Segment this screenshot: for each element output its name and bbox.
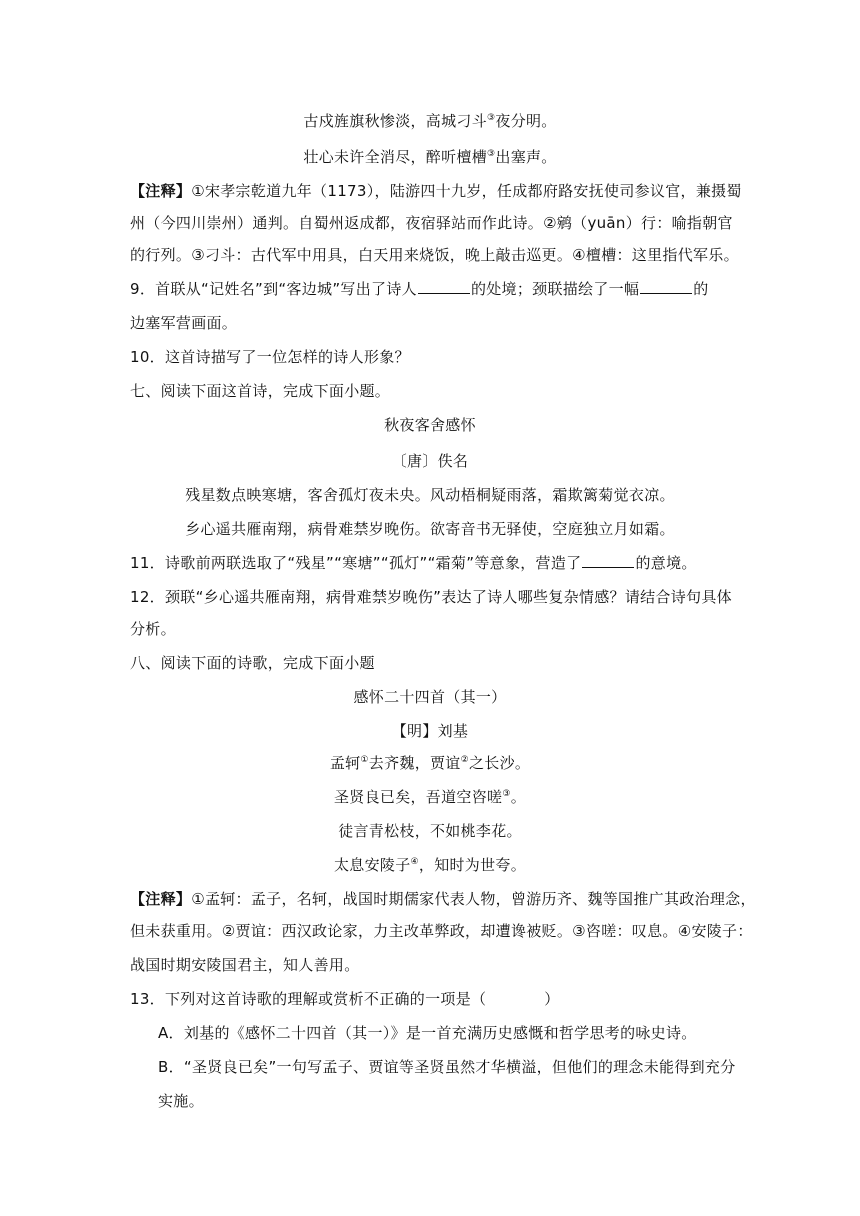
- question-12-cont: 分析。: [130, 620, 176, 638]
- poem-line: 乡心遥共雁南翔，病骨难禁岁晚伤。欲寄音书无驿使，空庭独立月如霜。: [185, 520, 675, 538]
- section-heading: 七、阅读下面这首诗，完成下面小题。: [130, 382, 391, 400]
- poem-line: 圣贤良已矣，吾道空咨嗟③。: [334, 788, 526, 806]
- answer-blank[interactable]: [640, 279, 692, 294]
- option-b[interactable]: B．“圣贤良已矣”一句写孟子、贾谊等圣贤虽然才华横溢，但他们的理念未能得到充分: [158, 1058, 736, 1076]
- section-heading: 八、阅读下面的诗歌，完成下面小题: [130, 654, 375, 672]
- option-a[interactable]: A．刘基的《感怀二十四首（其一）》是一首充满历史感慨和哲学思考的咏史诗。: [158, 1024, 697, 1042]
- question-10: 10．这首诗描写了一位怎样的诗人形象？: [130, 348, 410, 366]
- annotation-line: 州（今四川崇州）通判。自蜀州返成都，夜宿驿站而作此诗。②鹓（yuān）行：喻指朝官: [130, 214, 733, 232]
- poem-line: 太息安陵子④，知时为世夸。: [334, 856, 526, 874]
- poem-author: 〔唐〕佚名: [391, 452, 469, 470]
- poem-title: 秋夜客舍感怀: [384, 416, 476, 434]
- option-b-cont: 实施。: [158, 1092, 204, 1110]
- annotation: 【注释】①宋孝宗乾道九年（1173），陆游四十九岁，任成都府路安抚使司参议官，兼摄蜀: [130, 182, 742, 200]
- poem-title: 感怀二十四首（其一）: [353, 688, 507, 706]
- question-13: 13．下列对这首诗歌的理解或赏析不正确的一项是（ ）: [130, 990, 560, 1008]
- poem-line: 孟轲①去齐魏，贾谊②之长沙。: [329, 754, 531, 772]
- poem-line: 残星数点映寒塘，客舍孤灯夜未央。风动梧桐疑雨落，霜欺篱菊觉衣凉。: [185, 486, 675, 504]
- poem-author: 【明】刘基: [391, 722, 469, 740]
- annotation: 【注释】①孟轲：孟子，名轲，战国时期儒家代表人物，曾游历齐、魏等国推广其政治理念，: [130, 890, 756, 908]
- poem-line: 徒言青松枝，不如桃李花。: [338, 822, 522, 840]
- poem-line: 古戍旌旗秋惨淡，高城刁斗③夜分明。: [303, 112, 557, 130]
- annotation-line: 战国时期安陵国君主，知人善用。: [130, 956, 360, 974]
- annotation-line: 的行列。③刁斗：古代军中用具，白天用来烧饭，晚上敲击巡更。④檀槽：这里指代军乐。: [130, 246, 739, 264]
- poem-line: 壮心未许全消尽，醉听檀槽③出塞声。: [303, 148, 557, 166]
- answer-blank[interactable]: [582, 553, 634, 568]
- question-9-cont: 边塞军营画面。: [130, 314, 238, 332]
- answer-blank[interactable]: [418, 279, 470, 294]
- question-11: 11．诗歌前两联选取了“残星”“寒塘”“孤灯”“霜菊”等意象，营造了 的意境。: [130, 554, 697, 572]
- annotation-line: 但未获重用。②贾谊：西汉政论家，力主改革弊政，却遭谗被贬。③咨嗟：叹息。④安陵子：: [130, 922, 753, 940]
- question-9: 9．首联从“记姓名”到“客边城”写出了诗人 的处境；颈联描绘了一幅 的: [130, 280, 709, 298]
- question-12: 12．颈联“乡心遥共雁南翔，病骨难禁岁晚伤”表达了诗人哪些复杂情感？请结合诗句具体: [130, 588, 732, 606]
